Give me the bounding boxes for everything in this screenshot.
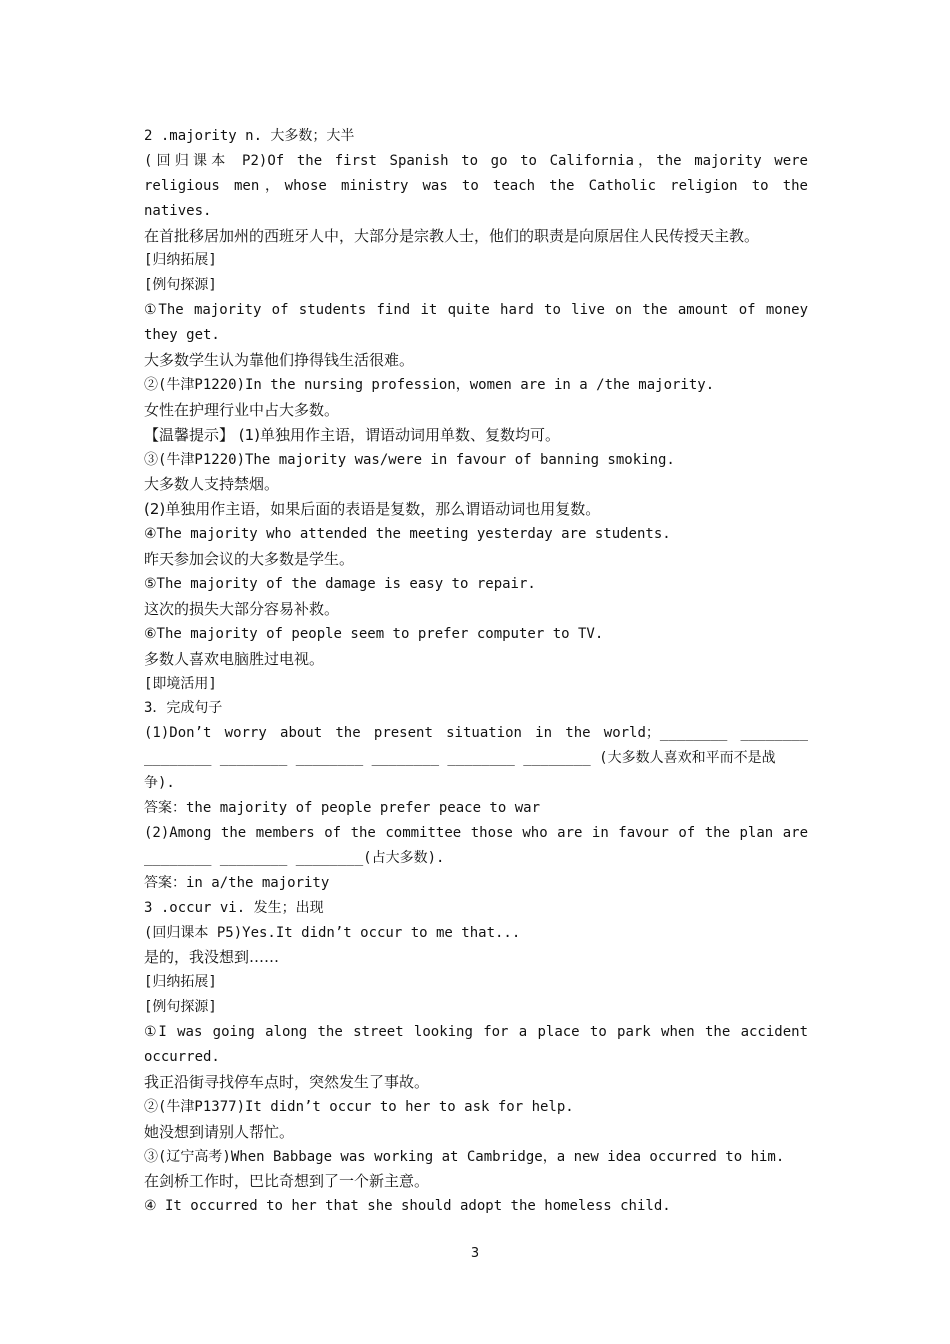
text-line: ①I was going along the street looking for a place to park when the accident [144, 1024, 808, 1041]
text-line: 是的，我没想到…… [144, 948, 280, 967]
text-line: 这次的损失大部分容易补救。 [144, 599, 340, 618]
text-line: ⑥The majority of people seem to prefer computer to TV. [144, 625, 604, 642]
text-line: 在剑桥工作时，巴比奇想到了一个新主意。 [144, 1172, 430, 1191]
text-line: ②(牛津P1220)In the nursing profession，women are in a /the majority. [144, 376, 715, 393]
text-line: 我正沿街寻找停车点时，突然发生了事故。 [144, 1072, 430, 1091]
text-line: [例句探源] [144, 277, 217, 294]
text-line: 多数人喜欢电脑胜过电视。 [144, 649, 325, 668]
text-line: ________ ________ ________(占大多数). [144, 849, 445, 866]
text-line: (1)Don’t worry about the present situation in the world；________ ________ [144, 725, 808, 742]
text-line: ①The majority of students find it quite hard to live on the amount of money [144, 302, 808, 319]
text-line: [例句探源] [144, 999, 217, 1016]
text-line: ④ It occurred to her that she should adopt the homeless child. [144, 1198, 671, 1215]
text-line: 3．完成句子 [144, 700, 223, 717]
page-number: 3 [470, 1246, 480, 1261]
text-line: 2 .majority n. 大多数；大半 [144, 128, 355, 144]
text-line: 大多数人支持禁烟。 [144, 475, 280, 494]
text-line: 答案：the majority of people prefer peace to war [144, 800, 541, 817]
text-line: ②(牛津P1377)It didn’t occur to her to ask for help. [144, 1098, 574, 1115]
text-line: 她没想到请别人帮忙。 [144, 1122, 295, 1141]
text-line: 女性在护理行业中占大多数。 [144, 400, 340, 419]
text-line: ⑤The majority of the damage is easy to repair. [144, 576, 536, 593]
text-line: 【温馨提示】 (1)单独用作主语，谓语动词用单数、复数均可。 [144, 425, 561, 444]
text-line: they get. [144, 327, 220, 344]
text-line: (2)单独用作主语，如果后面的表语是复数，那么谓语动词也用复数。 [144, 500, 601, 519]
text-line: (2)Among the members of the committee those who are in favour of the plan are [144, 824, 808, 841]
document-body [144, 124, 808, 1219]
text-line: natives. [144, 202, 212, 219]
text-line: ④The majority who attended the meeting yesterday are students. [144, 526, 671, 543]
text-line: [即境活用] [144, 675, 217, 692]
text-line: 在首批移居加州的西班牙人中，大部分是宗教人士，他们的职责是向原居住人民传授天主教。 [144, 226, 760, 245]
text-line: 昨天参加会议的大多数是学生。 [144, 550, 355, 569]
text-line: [归纳拓展] [144, 974, 217, 991]
text-line: (回归课本 P5)Yes.It didn’t occur to me that... [144, 924, 521, 941]
text-line: ③(牛津P1220)The majority was/were in favour of banning smoking. [144, 451, 675, 468]
text-line: religious men，whose ministry was to teach the Catholic religion to the [144, 177, 808, 194]
text-line: occurred. [144, 1048, 220, 1065]
text-line: 争). [144, 775, 175, 792]
text-line: 答案：in a/the majority [144, 874, 330, 891]
text-line: 3 .occur vi. 发生；出现 [144, 899, 324, 916]
text-line: ________ ________ ________ ________ ________ ________ (大多数人喜欢和平而不是战 [144, 750, 776, 767]
text-line: [归纳拓展] [144, 252, 217, 269]
text-line: ③(辽宁高考)When Babbage was working at Cambridge，a new idea occurred to him. [144, 1148, 785, 1165]
text-line: (回归课本 P2)Of the first Spanish to go to California，the majority were [144, 152, 808, 169]
text-line: 大多数学生认为靠他们挣得钱生活很难。 [144, 351, 415, 370]
